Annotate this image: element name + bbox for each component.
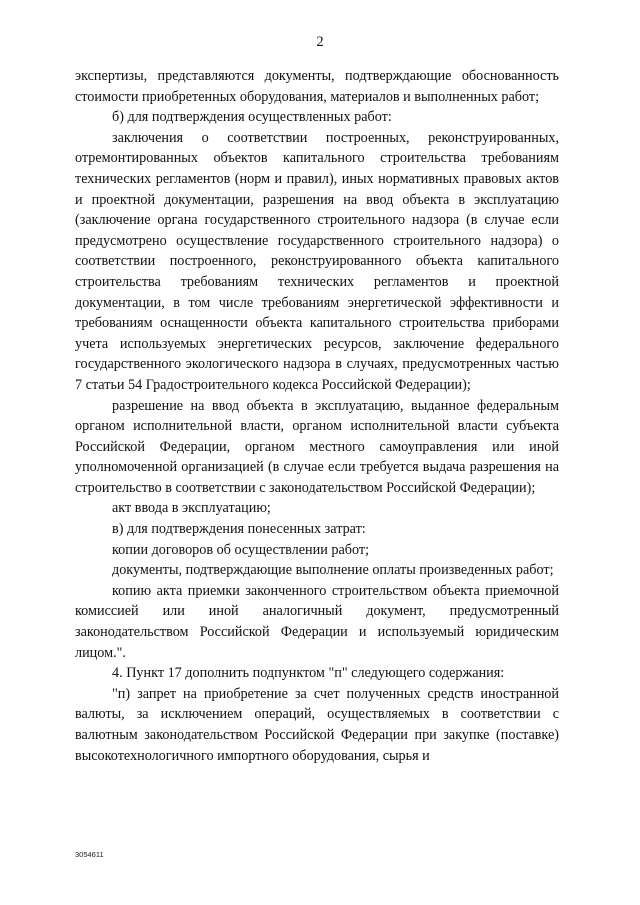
paragraph: заключения о соответствии построенных, реконструированных, отремонтированных объектов капитального строительства требованиям технических регламентов (норм и правил), иных нормативных правовых актов и проектной документации, разрешения на ввод объекта в эксплуатацию (заключение органа государственного строительного надзора (в случае если предусмотрено осуществление государственного строительного надзора) о соответствии построенного, реконструированного объекта капитального строительства требованиям технических регламентов и проектной документации, в том числе требованиям энергетической эффективности и требованиям оснащенности объекта капитального строительства приборами учета используемых энергетических ресурсов, заключение федерального государственного экологического надзора в случаях, предусмотренных частью 7 статьи 54 Градостроительного кодекса Российской Федерации); [75,129,559,393]
paragraph: разрешение на ввод объекта в эксплуатацию, выданное федеральным органом исполнительной власти, органом исполнительной власти субъекта Российской Федерации, органом местного самоуправления или иной уполномоченной организацией (в случае если требуется выдача разрешения на строительство в соответствии с законодательством Российской Федерации); [75,397,559,496]
paragraph: в) для подтверждения понесенных затрат: [112,521,366,538]
page-number: 2 [316,34,324,50]
document-body [75,66,559,766]
document-code: 3054611 [75,850,104,859]
paragraph: 4. Пункт 17 дополнить подпунктом "п" следующего содержания: [112,665,505,682]
paragraph: копии договоров об осуществлении работ; [112,541,370,558]
paragraph: документы, подтверждающие выполнение оплаты произведенных работ; [112,562,554,579]
paragraph: копию акта приемки законченного строительством объекта приемочной комиссией или иной аналогичный документ, предусмотренный законодательством Российской Федерации и используемый юридическим лицом.". [75,582,559,661]
paragraph: экспертизы, представляются документы, подтверждающие обоснованность стоимости приобретенных оборудования, материалов и выполненных работ; [75,68,559,105]
paragraph: "п) запрет на приобретение за счет полученных средств иностранной валюты, за исключением операций, осуществляемых в соответствии с валютным законодательством Российской Федерации при закупке (поставке) высокотехнологичного импортного оборудования, сырья и [75,685,559,764]
paragraph: акт ввода в эксплуатацию; [112,500,271,517]
paragraph: б) для подтверждения осуществленных работ: [112,109,392,126]
